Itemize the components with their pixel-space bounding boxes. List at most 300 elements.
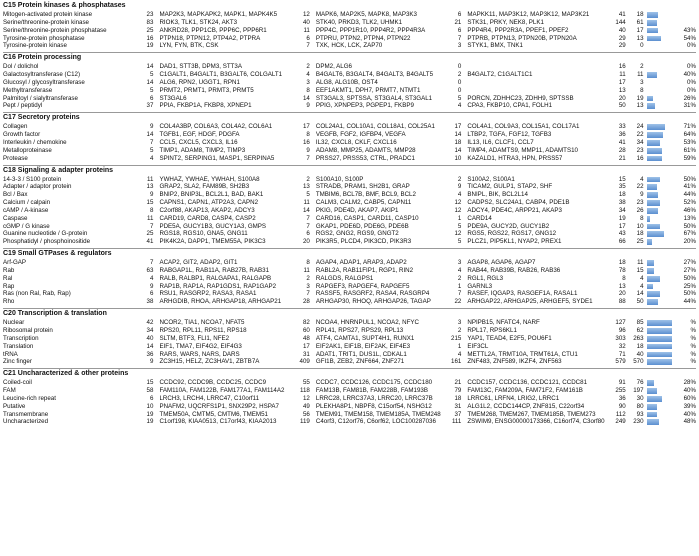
count-cell: 8 <box>306 259 310 267</box>
total-cell: 255 <box>615 387 626 395</box>
count-cell: 7 <box>306 42 310 50</box>
total-cell: 35 <box>618 183 626 191</box>
count-cell: 2 <box>457 71 462 79</box>
gene-list-cell: ZC3H15, HELZ, ZC3HAV1, ZBTB7A <box>159 358 260 366</box>
total-cell: 21 <box>618 154 626 162</box>
bar-fill <box>647 208 659 214</box>
total-cell: 4 <box>640 274 644 282</box>
category-name: Serine/threonine-protein kinase <box>3 18 89 26</box>
count-cell: 1 <box>457 214 462 222</box>
bar-cell <box>644 387 679 395</box>
gene-list-cell: NPIPB15, NFATC4, NARF <box>467 319 540 327</box>
count-cell: 21 <box>454 379 462 387</box>
count-cell: 42 <box>146 319 154 327</box>
count-cell: 9 <box>149 123 154 131</box>
gene-list-cell: DAD1, STT3B, DPM3, STT3A <box>159 63 242 71</box>
count-cell: 37 <box>454 410 462 418</box>
count-cell: 11 <box>303 26 310 34</box>
total-cell: 17 <box>636 26 644 34</box>
percent-cell: 20% <box>683 238 696 246</box>
section-title: C17 Secretory proteins <box>3 112 696 123</box>
count-cell: 2 <box>457 327 462 334</box>
count-cell: 5 <box>149 71 154 79</box>
bar-track <box>647 156 673 162</box>
gene-list-cell: LRRC61, LRFN4, LRIG2, LRRC1 <box>467 394 560 402</box>
total-cell: 197 <box>633 387 644 395</box>
count-cell: 0 <box>457 78 462 86</box>
table-row <box>3 63 696 71</box>
table-row <box>3 290 696 298</box>
percent-cell: % <box>690 334 696 342</box>
count-cell: 4 <box>149 154 154 162</box>
total-cell: 18 <box>636 11 644 18</box>
total-cell: 30 <box>636 394 644 402</box>
category-name: Transcription <box>3 334 39 342</box>
bar-track <box>647 132 673 138</box>
count-cell: 6 <box>306 34 310 42</box>
count-cell: 7 <box>306 154 310 162</box>
gene-list-cell: RPL41, RPS27, RPS29, RPL13 <box>315 327 404 334</box>
bar-cell <box>644 335 679 343</box>
bar-track <box>647 352 673 358</box>
gene-list-cell: PPP4C, PPP1R10, PPP4R2, PPP4R3A <box>315 26 426 34</box>
total-cell: 28 <box>618 146 626 154</box>
bar-track <box>647 20 673 26</box>
section-title: C19 Small GTPases & regulators <box>3 248 696 259</box>
total-cell: 25 <box>636 238 644 246</box>
total-cell: 15 <box>618 175 626 183</box>
total-cell: 13 <box>636 102 644 110</box>
bar-cell <box>644 327 679 335</box>
count-cell: 9 <box>306 102 310 110</box>
percent-cell: 40% <box>683 387 696 395</box>
percent-cell: 59% <box>683 154 696 162</box>
count-cell: 18 <box>454 394 462 402</box>
gene-list-cell: RASEF, IQGAP3, RASGEF1A, RASAL1 <box>467 290 578 298</box>
total-cell: 8 <box>640 86 644 94</box>
category-name: Palmitoyl / sialyltransferase <box>3 94 78 102</box>
total-cell: 96 <box>618 327 626 334</box>
bar-fill <box>647 276 660 282</box>
gene-list-cell: LYN, FYN, BTK, CSK <box>159 42 219 50</box>
gene-list-cell: CCDC92, CCDC9B, CCDC25, CCDC9 <box>159 379 267 387</box>
count-cell: 5 <box>149 146 154 154</box>
gene-list-cell: RALGDS, RALGPS1 <box>315 274 374 282</box>
total-cell: 23 <box>636 199 644 207</box>
gene-list-cell: TXK, HCK, LCK, ZAP70 <box>315 42 383 50</box>
count-cell: 82 <box>302 319 310 327</box>
gene-list-cell: FAM13C, FAM209A, FAM71F2, FAM161B <box>467 387 583 395</box>
count-cell: 38 <box>146 298 154 306</box>
total-cell: 40 <box>618 26 626 34</box>
table-row <box>3 183 696 191</box>
table-row <box>3 259 696 267</box>
gene-list-cell: BNIP2, BNIP3L, BCL2L1, BAD, BAK1 <box>159 191 264 199</box>
category-name: cGMP / G kinase <box>3 222 50 230</box>
total-cell: 3 <box>640 78 644 86</box>
bar-cell <box>644 298 679 306</box>
bar-fill <box>647 36 661 42</box>
total-cell: 13 <box>636 34 644 42</box>
gene-list-cell: ST3GAL3, SPTSSA, ST3GAL4, ST3GAL1 <box>315 94 433 102</box>
count-cell: 79 <box>454 387 462 395</box>
table-row <box>3 147 696 155</box>
total-cell: 36 <box>618 394 626 402</box>
bar-fill <box>647 156 662 162</box>
total-cell: 4 <box>640 175 644 183</box>
gene-list-cell: ST3GAL6 <box>159 94 187 102</box>
total-cell: 263 <box>633 334 644 342</box>
bar-track <box>647 291 673 297</box>
count-cell: 28 <box>302 298 310 306</box>
category-name: Nuclear <box>3 319 25 327</box>
bar-fill <box>647 231 664 237</box>
total-cell: 23 <box>636 146 644 154</box>
gene-list-cell: S100A10, S100P <box>315 175 364 183</box>
table-row <box>3 238 696 246</box>
bar-fill <box>647 148 663 154</box>
bar-fill <box>647 12 658 18</box>
percent-cell: 64% <box>683 131 696 139</box>
gene-list-cell: PIK4K2A, DAPP1, TMEM55A, PIK3C3 <box>159 238 266 246</box>
total-cell: 34 <box>636 138 644 146</box>
bar-track <box>647 184 673 190</box>
count-cell: 11 <box>303 199 310 207</box>
section-title: C21 Uncharacterized & other proteins <box>3 368 696 379</box>
percent-cell: % <box>690 342 696 350</box>
total-cell: 32 <box>618 342 626 350</box>
gene-list-cell: RGS2, GNG2, RGS9, GNGT2 <box>315 230 399 238</box>
bar-cell <box>644 87 679 95</box>
bar-track <box>647 12 673 18</box>
gene-list-cell: CCDC157, CCDC136, CCDC121, CCDC81 <box>467 379 588 387</box>
count-cell: 1 <box>457 342 462 350</box>
category-name: Coiled-coil <box>3 379 32 387</box>
total-cell: 19 <box>636 94 644 102</box>
percent-cell: 40% <box>683 71 696 79</box>
category-name: Arf-GAP <box>3 259 27 267</box>
bar-cell <box>644 35 679 43</box>
count-cell: 14 <box>454 146 462 154</box>
count-cell: 5 <box>457 94 462 102</box>
gene-list-cell: ADCY4, PDE4C, ARPP21, AKAP3 <box>467 206 562 214</box>
count-cell: 48 <box>302 334 310 342</box>
gene-list-cell: KAZALD1, HTRA3, HPN, PRSS57 <box>467 154 563 162</box>
bar-cell <box>644 275 679 283</box>
table-row <box>3 215 696 223</box>
bar-track <box>647 43 673 49</box>
category-name: Phosphatidyl / phosphoinositide <box>3 238 91 246</box>
bar-cell <box>644 11 679 19</box>
percent-cell: 0% <box>687 78 696 86</box>
gene-list-cell: PLEKHA8P1, NBPF8, C15orf54, NSHG12 <box>315 402 432 410</box>
bar-cell <box>644 207 679 215</box>
bar-track <box>647 396 673 402</box>
bar-cell <box>644 283 679 291</box>
gene-list-cell: IL32, CXCL8, CKLF, CXCL16 <box>315 138 397 146</box>
count-cell: 16 <box>146 34 154 42</box>
count-cell: 14 <box>454 131 462 139</box>
table-row <box>3 27 696 35</box>
gene-list-cell: PDE5A, GUCY1B3, GUCY1A3, GMPS <box>159 222 267 230</box>
section-title: C18 Signaling & adapter proteins <box>3 165 696 176</box>
total-cell: 16 <box>618 63 626 71</box>
count-cell: 8 <box>306 86 310 94</box>
gene-list-cell: PPIA, FKBP1A, FKBP8, XPNEP1 <box>159 102 252 110</box>
table-row <box>3 230 696 238</box>
count-cell: 18 <box>454 138 462 146</box>
bar-track <box>647 299 673 305</box>
table-row <box>3 42 696 50</box>
gene-list-cell: STRADB, PRAM1, SH2B1, GRAP <box>315 183 410 191</box>
total-cell: 11 <box>619 71 626 79</box>
count-cell: 7 <box>149 259 154 267</box>
table-row <box>3 411 696 419</box>
bar-fill <box>647 344 672 350</box>
bar-cell <box>644 71 679 79</box>
bar-fill <box>647 72 657 78</box>
bar-cell <box>644 223 679 231</box>
bar-fill <box>647 20 658 26</box>
table-row <box>3 327 696 335</box>
gene-list-cell: AGAP4, ADAP1, ARAP3, ADAP2 <box>315 259 407 267</box>
section-title: C16 Protein processing <box>3 52 696 63</box>
count-cell: 2 <box>306 63 310 71</box>
gene-list-cell: CCDC7, CCDC126, CCDC175, CCDC180 <box>315 379 433 387</box>
bar-fill <box>647 260 654 266</box>
category-name: Transmembrane <box>3 410 49 418</box>
count-cell: 9 <box>149 358 154 366</box>
table-row <box>3 87 696 95</box>
count-cell: 7 <box>306 290 310 298</box>
total-cell: 91 <box>618 379 626 387</box>
count-cell: 41 <box>146 238 154 246</box>
gene-list-cell: ZNF483, ZNF589, IKZF4, ZNF563 <box>467 358 562 366</box>
gene-list-cell: RPL17, RPS6KL1 <box>467 327 517 334</box>
percent-cell: 0% <box>687 86 696 94</box>
bar-fill <box>647 352 672 358</box>
count-cell: 12 <box>302 394 310 402</box>
gene-list-cell: METTL2A, TRMT10A, TRMT61A, CTU1 <box>467 350 578 358</box>
total-cell: 0 <box>640 42 644 50</box>
bar-fill <box>647 396 663 402</box>
bar-fill <box>647 268 654 274</box>
gene-list-cell: GKAP1, PDE6D, PDE6G, PDE6B <box>315 222 409 230</box>
table-row <box>3 102 696 110</box>
count-cell: 12 <box>454 230 462 238</box>
total-cell: 14 <box>636 290 644 298</box>
category-name: Putative <box>3 402 26 410</box>
count-cell: 5 <box>306 191 310 199</box>
table-row <box>3 319 696 327</box>
percent-cell: 60% <box>683 394 696 402</box>
gene-list-cell: GARNL3 <box>467 282 493 290</box>
total-cell: 18 <box>618 259 626 267</box>
total-cell: 76 <box>636 379 644 387</box>
bar-track <box>647 208 673 214</box>
count-cell: 31 <box>302 350 310 358</box>
count-cell: 13 <box>302 183 310 191</box>
count-cell: 5 <box>457 222 462 230</box>
bar-track <box>647 148 673 154</box>
bar-cell <box>644 418 679 426</box>
gene-list-cell: VEGFB, FGF2, IGFBP4, VEGFA <box>315 131 406 139</box>
gene-list-cell: ARHGDIB, RHOA, ARHGAP18, ARHGAP21 <box>159 298 282 306</box>
bar-cell <box>644 259 679 267</box>
gene-list-cell: STK40, PRKD3, TLK2, UHMK1 <box>315 18 403 26</box>
count-cell: 4 <box>306 71 310 79</box>
bar-track <box>647 72 673 78</box>
bar-track <box>647 64 673 70</box>
bar-fill <box>647 192 658 198</box>
count-cell: 34 <box>146 327 154 334</box>
count-cell: 118 <box>300 387 310 395</box>
gene-list-cell: ADAM8, MMP25, ADAMTS, MMP28 <box>315 146 416 154</box>
percent-cell: 52% <box>683 199 696 207</box>
total-cell: 11 <box>637 71 644 79</box>
percent-cell: 31% <box>683 102 696 110</box>
bar-cell <box>644 155 679 163</box>
count-cell: 12 <box>454 206 462 214</box>
bar-track <box>647 344 673 350</box>
bar-fill <box>647 380 654 386</box>
gene-list-cell: PTPN18, PTPN12, PTP4A2, PTPRA <box>159 34 261 42</box>
gene-list-cell: FAM110A, FAM122B, FAM177A1, FAM114A2 <box>159 387 285 395</box>
gene-list-cell: FAM13B, FAM81B, FAM228B, FAM193B <box>315 387 428 395</box>
count-cell: 4 <box>149 274 154 282</box>
bar-track <box>647 404 673 410</box>
gene-list-cell: TMBIM6, BCL7B, BMF, BCL9, BCL2 <box>315 191 416 199</box>
count-cell: 9 <box>306 146 310 154</box>
section-title: C20 Transcription & translation <box>3 308 696 319</box>
bar-cell <box>644 358 679 366</box>
gene-list-cell: TIMP4, ADAMTS9, MMP11, ADAMTS10 <box>467 146 578 154</box>
gene-list-cell: ALG6, RPN2, UGGT1, RPN1 <box>159 78 240 86</box>
total-cell: 13 <box>618 86 626 94</box>
count-cell: 9 <box>457 183 462 191</box>
category-name: Rab <box>3 266 15 274</box>
gene-list-cell: CADPS2, SLC24A1, CABP4, PDE1B <box>467 199 570 207</box>
bar-track <box>647 380 673 386</box>
category-name: Translation <box>3 342 34 350</box>
count-cell: 0 <box>457 86 462 94</box>
bar-cell <box>644 147 679 155</box>
percent-cell: 50% <box>683 274 696 282</box>
total-cell: 41 <box>618 11 626 18</box>
total-cell: 144 <box>615 18 626 26</box>
bar-fill <box>647 412 657 418</box>
gene-list-cell: RASSF5, RASGRF2, RASA4, RASGRP4 <box>315 290 430 298</box>
bar-track <box>647 260 673 266</box>
bar-cell <box>644 183 679 191</box>
category-name: Growth factor <box>3 131 41 139</box>
table-row <box>3 191 696 199</box>
category-name: 14-3-3 / S100 protein <box>3 175 62 183</box>
gene-list-cell: TIMP1, ADAM8, TIMP2, TIMP3 <box>159 146 246 154</box>
category-name: Glucosyl / glycosyltransferase <box>3 78 85 86</box>
bar-track <box>647 28 673 34</box>
bar-cell <box>644 395 679 403</box>
total-cell: 29 <box>618 34 626 42</box>
count-cell: 60 <box>302 327 310 334</box>
total-cell: 38 <box>618 199 626 207</box>
bar-track <box>647 276 673 282</box>
count-cell: 11 <box>147 175 154 183</box>
gene-list-cell: NCOA4, HNRNPUL1, NCOA2, NFYC <box>315 319 420 327</box>
count-cell: 4 <box>457 266 462 274</box>
total-cell: 20 <box>618 94 626 102</box>
category-name: Rho <box>3 298 15 306</box>
total-cell: 24 <box>636 123 644 131</box>
gene-list-cell: RARS, WARS, NARS, DARS <box>159 350 240 358</box>
gene-list-cell <box>465 87 608 95</box>
percent-cell: 25% <box>683 282 696 290</box>
gene-list-cell: C1GALT1, B4GALT1, B3GALT6, COLGALT1 <box>159 71 283 79</box>
count-cell: 119 <box>300 418 310 426</box>
bar-cell <box>644 191 679 199</box>
bar-fill <box>647 404 657 410</box>
bar-fill <box>647 291 660 297</box>
gene-list-cell: RAP1B, RAP1A, RAP1GDS1, RAP1GAP2 <box>159 282 277 290</box>
table-row <box>3 95 696 103</box>
bar-cell <box>644 42 679 50</box>
category-name: Zinc finger <box>3 358 32 366</box>
gene-list-cell: SLTM, BTF3, FLI1, NFE2 <box>159 334 230 342</box>
gene-list-cell: PDE9A, GUCY2D, GUCY1B2 <box>467 222 550 230</box>
category-name: tRNA <box>3 350 18 358</box>
gene-list-cell: RSU1, RASGRP2, RASA3, RASA1 <box>159 290 257 298</box>
bar-cell <box>644 343 679 351</box>
percent-cell: 43% <box>683 26 696 34</box>
total-cell: 16 <box>636 154 644 162</box>
count-cell: 21 <box>454 18 462 26</box>
count-cell: 14 <box>146 342 154 350</box>
gene-list-cell: AGAP8, AGAP6, AGAP7 <box>467 259 536 267</box>
category-name: Uncharacterized <box>3 418 49 426</box>
gene-list-cell: PTPRB, PTPN13, PTPN20B, PTPN20A <box>467 34 577 42</box>
gene-list-cell: CAPNS1, CAPN1, ATP2A3, CAPN2 <box>159 199 259 207</box>
count-cell: 23 <box>146 11 154 18</box>
count-cell: 2 <box>457 274 462 282</box>
total-cell: 11 <box>637 259 644 267</box>
bar-track <box>647 192 673 198</box>
bar-track <box>647 328 673 334</box>
gene-list-cell: C1orf198, KIAA0513, C17orf43, KIAA2013 <box>159 418 277 426</box>
total-cell: 18 <box>618 191 626 199</box>
percent-cell: 26% <box>683 94 696 102</box>
gene-list-cell: GFI1B, ZEB2, ZNF664, ZNF271 <box>315 358 405 366</box>
table-row <box>3 19 696 27</box>
gene-list-cell <box>465 63 608 71</box>
count-cell: 37 <box>146 102 154 110</box>
count-cell: 8 <box>149 206 154 214</box>
gene-list-cell: RGS5, RGS22, RGS17, GNG12 <box>467 230 557 238</box>
count-cell: 17 <box>302 123 310 131</box>
table-row <box>3 131 696 139</box>
count-cell: 2 <box>306 175 310 183</box>
count-cell: 3 <box>457 319 462 327</box>
total-cell: 18 <box>636 342 644 350</box>
table-row <box>3 395 696 403</box>
count-cell: 409 <box>299 358 310 366</box>
category-name: Mitogen-activated protein kinase <box>3 11 93 18</box>
percent-cell <box>678 11 696 19</box>
gene-list-cell: PLCZ1, PIP5KL1, NYAP2, PREX1 <box>467 238 562 246</box>
percent-cell: 41% <box>683 183 696 191</box>
count-cell: 4 <box>457 191 462 199</box>
total-cell: 4 <box>640 282 644 290</box>
total-cell: 93 <box>636 410 644 418</box>
